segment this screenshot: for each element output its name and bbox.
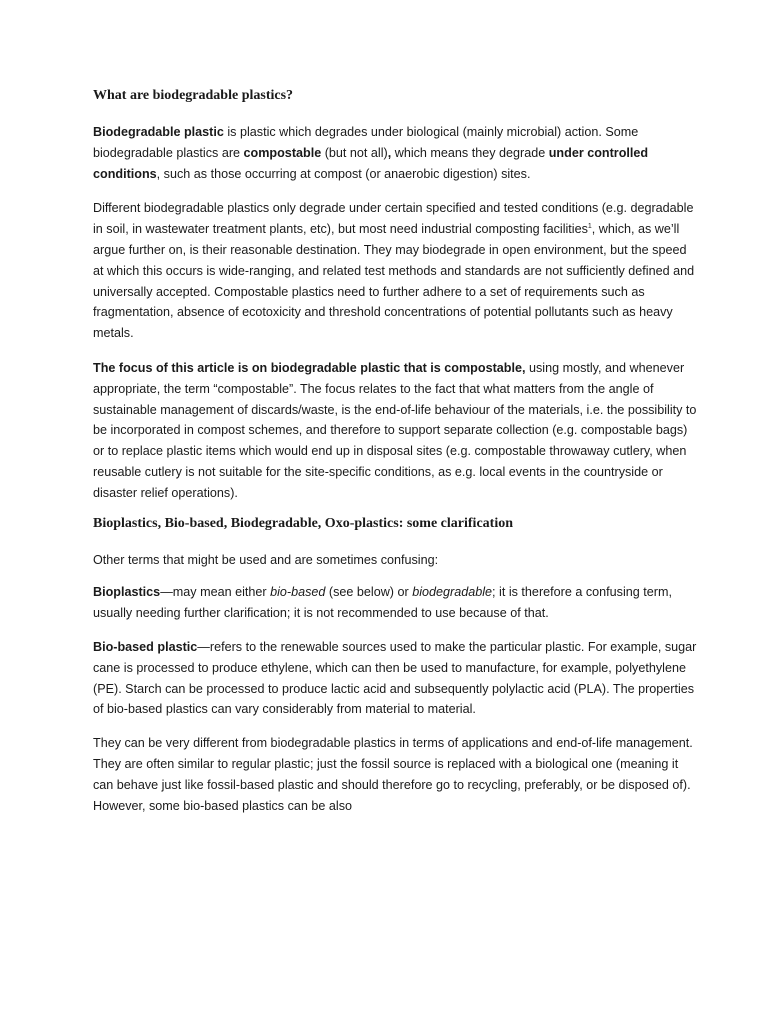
bold-comma: ,	[387, 145, 392, 160]
bold-term: Biodegradable plastic	[93, 125, 224, 139]
paragraph-intro: Other terms that might be used and are sometimes confusing:	[93, 552, 439, 567]
text: , such as those occurring at compost (or anaerobic digestion) sites.	[156, 166, 531, 181]
bold-term: Bio-based plastic	[93, 639, 198, 654]
text: (but not all)	[321, 145, 388, 160]
section-heading: Bioplastics, Bio-based, Biodegradable, Oxo-plastics: some clarification	[93, 515, 513, 531]
section-heading: What are biodegradable plastics?	[93, 88, 294, 103]
text: —refers to the renewable sources used to make the particular plastic. For example, sugar cane is processed to produce ethylene, which can then be used to manufacture, for example, polyethylene (PE). Starch can be processed to produce lactic acid and subsequently polylactic acid (PLA). The properties of bio-based plastics can vary considerably from material to material.	[93, 639, 697, 717]
italic-term: biodegradable	[412, 585, 493, 600]
paragraph-focus	[93, 358, 698, 504]
footnote-ref: 1	[587, 223, 592, 230]
bold-term: under controlled conditions	[93, 145, 649, 181]
paragraph-conditions	[93, 198, 698, 344]
text: (see below) or	[325, 585, 413, 600]
text: is plastic which degrades under biological (mainly microbial) action. Some biodegradable plastics are	[93, 125, 639, 160]
text: —may mean either	[160, 585, 271, 600]
text: Different biodegradable plastics only degrade under certain specified and tested conditions (e.g. degradable in soil, in wastewater treatment plants, etc), but most need industrial composting facilities	[93, 201, 694, 237]
paragraph-definition	[93, 122, 698, 184]
bold-statement: The focus of this article is on biodegradable plastic that is compostable,	[93, 360, 526, 375]
paragraph-bio-based	[93, 637, 698, 720]
bold-term: compostable	[243, 145, 322, 160]
bold-term: Bioplastics	[93, 585, 161, 600]
text: which means they degrade	[391, 145, 549, 160]
text: ; it is therefore a confusing term, usually needing further clarification; it is not recommended to use because of that.	[93, 585, 672, 621]
text: using mostly, and whenever appropriate, the term “compostable”. The focus relates to the fact that what matters from the angle of sustainable management of discards/waste, is the end-of-life behaviour of the materials, i.e. the possibility to be incorporated in compost schemes, and therefore to support separate collection (e.g. compostable bags) or to replace plastic items which would end up in disposal sites (e.g. compostable throwaway cutlery, when reusable cutlery is not suitable for the site-specific conditions, as e.g. local events in the countryside or disaster relief operations).	[93, 360, 697, 500]
paragraph-differences: They can be very different from biodegradable plastics in terms of applications and end-of-life management. They are often similar to regular plastic; just the fossil source is replaced with a biological one (meaning it can behave just like fossil-based plastic and should therefore go to recycling, preferably, or be disposed of). However, some bio-based plastics can be also	[93, 736, 693, 813]
text: , which, as we’ll argue further on, is their reasonable destination. They may biodegrade in open environment, but the speed at which this occurs is wide-ranging, and related test methods and standards are not sufficiently defined and universally accepted. Compostable plastics need to further adhere to a set of requirements such as fragmentation, absence of ecotoxicity and threshold concentrations of potential pollutants such as heavy metals.	[93, 222, 695, 341]
italic-term: bio-based	[270, 585, 326, 600]
paragraph-bioplastics	[93, 582, 698, 624]
